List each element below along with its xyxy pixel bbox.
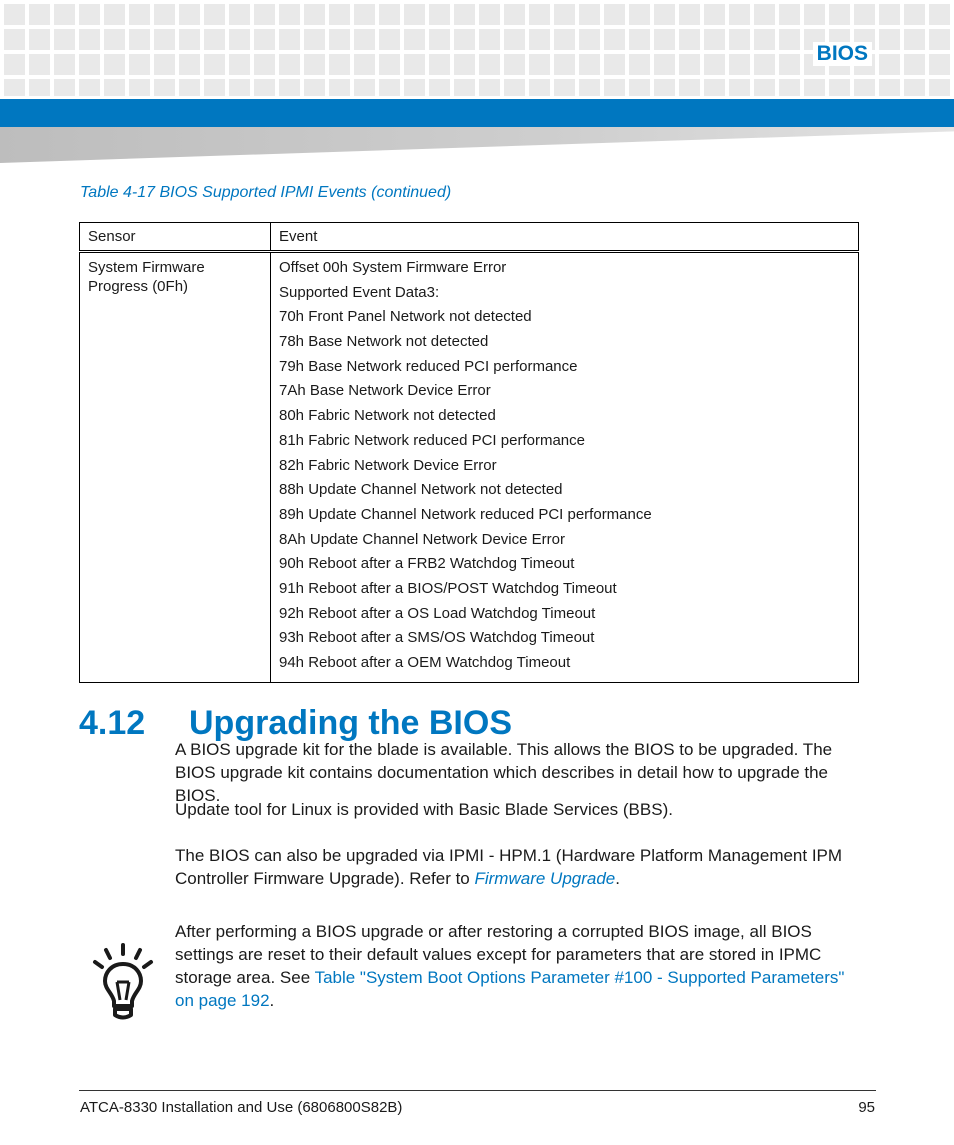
note-text-body: After performing a BIOS upgrade or after restoring a corrupted BIOS image, all BIOS settings are reset to their default values except for parameters that are stored in IPMC storage area. See: [175, 922, 822, 987]
note-text: [175, 920, 865, 1012]
section-title: Upgrading the BIOS: [189, 704, 512, 742]
footer-document-title: ATCA-8330 Installation and Use (6806800S82B): [80, 1099, 403, 1116]
table-row: [80, 252, 859, 683]
paragraph-update-tool: Update tool for Linux is provided with Basic Blade Services (BBS).: [175, 800, 673, 819]
paragraph-ipmi-end: .: [615, 869, 620, 888]
event-line: 91h Reboot after a BIOS/POST Watchdog Timeout: [279, 579, 617, 597]
table-caption: Table 4-17 BIOS Supported IPMI Events (continued): [80, 184, 452, 201]
event-line: 94h Reboot after a OEM Watchdog Timeout: [279, 654, 571, 671]
lightbulb-icon: [92, 942, 154, 1022]
event-line: 92h Reboot after a OS Load Watchdog Timeout: [279, 604, 596, 622]
event-line: 78h Base Network not detected: [279, 333, 489, 351]
event-line: 80h Fabric Network not detected: [279, 407, 496, 425]
header-wedge: [0, 127, 954, 163]
event-line: 81h Fabric Network reduced PCI performance: [279, 431, 585, 449]
event-line: 82h Fabric Network Device Error: [279, 456, 497, 474]
paragraph-upgrade-kit: A BIOS upgrade kit for the blade is available. This allows the BIOS to be upgraded. The BIOS upgrade kit contains documentation which describes in detail how to upgrade the BIOS.: [175, 740, 833, 805]
event-line: 88h Update Channel Network not detected: [279, 481, 563, 499]
event-line: 89h Update Channel Network reduced PCI performance: [279, 505, 652, 523]
column-header-event: Event: [271, 223, 859, 252]
header-band: [0, 99, 954, 127]
event-cell: [271, 252, 859, 683]
firmware-upgrade-link[interactable]: Firmware Upgrade: [474, 869, 616, 888]
header-pattern: [0, 0, 954, 96]
table-header-row: [80, 223, 859, 252]
event-line: 93h Reboot after a SMS/OS Watchdog Timeout: [279, 629, 595, 647]
note-text-end: .: [269, 991, 275, 1010]
running-header-section: BIOS: [813, 42, 872, 66]
event-line: Offset 00h System Firmware Error: [279, 259, 507, 276]
column-header-sensor: Sensor: [80, 223, 271, 252]
event-line: 70h Front Panel Network not detected: [279, 308, 532, 326]
paragraph-ipmi-text: The BIOS can also be upgraded via IPMI - HPM.1 (Hardware Platform Management IPM Controller Firmware Upgrade). Refer to: [175, 846, 843, 888]
section-number: 4.12: [79, 704, 146, 742]
event-line: Supported Event Data3:: [279, 283, 440, 301]
boot-options-table-link[interactable]: Table "System Boot Options Parameter #100 - Supported Parameters" on page 192: [175, 968, 845, 1010]
sensor-cell: System Firmware Progress (0Fh): [80, 252, 271, 683]
event-line: 8Ah Update Channel Network Device Error: [279, 530, 565, 548]
event-line: 90h Reboot after a FRB2 Watchdog Timeout: [279, 555, 575, 573]
event-line: 79h Base Network reduced PCI performance: [279, 357, 578, 375]
event-line: 7Ah Base Network Device Error: [279, 382, 491, 400]
ipmi-events-table: [79, 222, 859, 683]
footer-rule: [79, 1090, 876, 1091]
page-number: 95: [858, 1099, 875, 1116]
paragraph-ipmi-upgrade: [175, 844, 875, 890]
